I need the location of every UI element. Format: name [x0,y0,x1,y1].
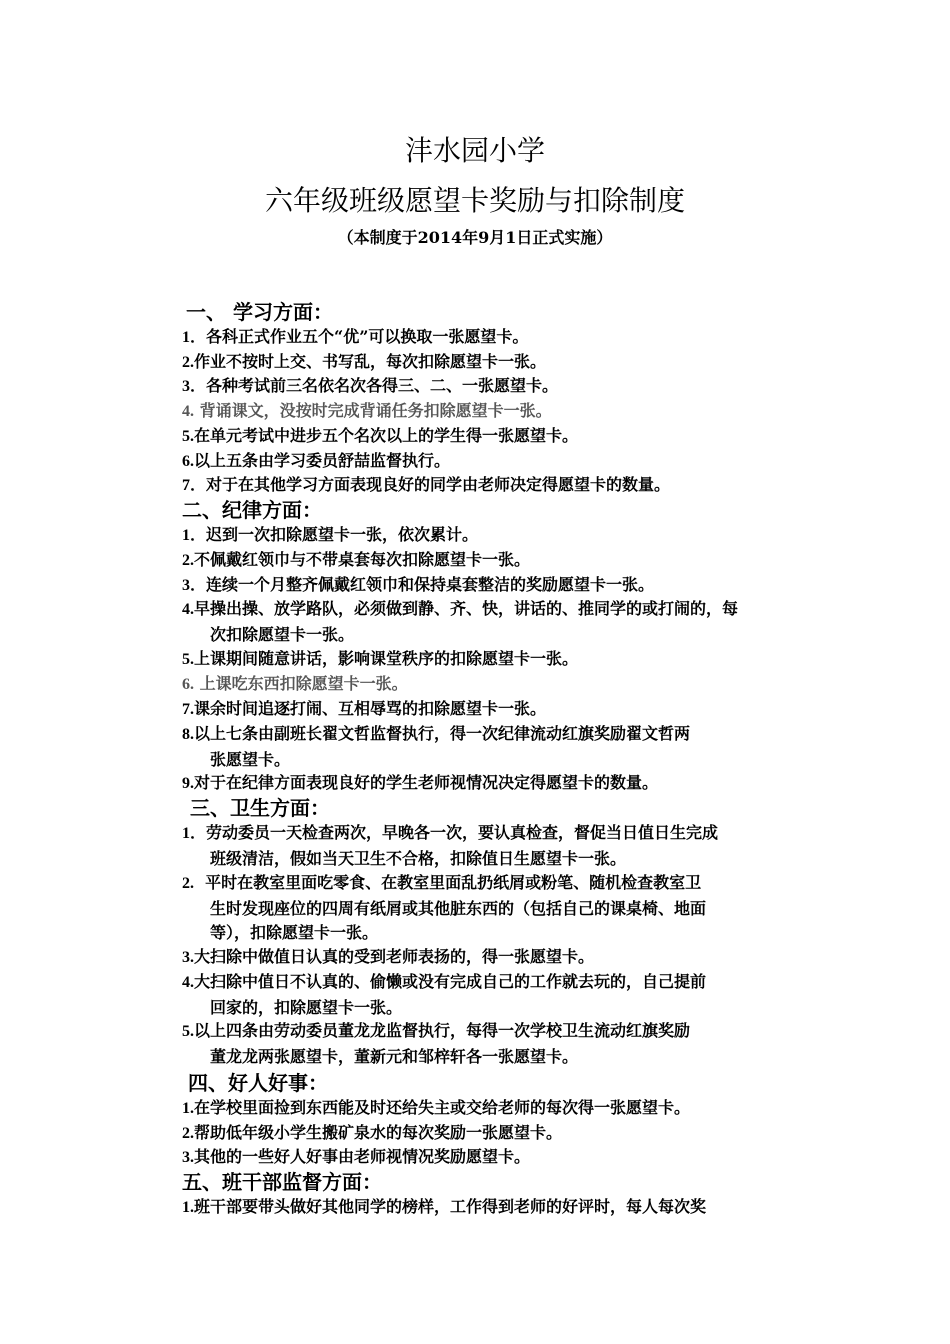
list-item: 5.上课期间随意讲话，影响课堂秩序的扣除愿望卡一张。 [182,649,579,668]
list-item: 4. 背诵课文，没按时完成背诵任务扣除愿望卡一张。 [182,401,552,420]
section-heading-cadre-supervision: 五、班干部监督方面： [182,1170,382,1194]
document-title: 六年级班级愿望卡奖励与扣除制度 [264,184,685,217]
list-item: 4.早操出操、放学路队，必须做到静、齐、快，讲话的、推同学的或打闹的，每 次扣除愿望卡一张。 [182,599,739,644]
list-item: 2.不佩戴红领巾与不带桌套每次扣除愿望卡一张。 [182,550,531,569]
list-item: 7.课余时间追逐打闹、互相辱骂的扣除愿望卡一张。 [182,699,547,718]
list-item: 9.对于在纪律方面表现良好的学生老师视情况决定得愿望卡的数量。 [182,773,659,792]
list-item: 5.以上四条由劳动委员董龙龙监督执行，每得一次学校卫生流动红旗奖励 董龙龙两张愿望卡，董新元和邹梓轩各一张愿望卡。 [182,1021,691,1066]
list-item: 5.在单元考试中进步五个名次以上的学生得一张愿望卡。 [182,426,579,445]
list-item: 1．各科正式作业五个“优”可以换取一张愿望卡。 [182,327,529,346]
list-item: 2.作业不按时上交、书写乱，每次扣除愿望卡一张。 [182,352,547,371]
section-heading-hygiene: 三、卫生方面： [190,796,330,820]
list-item: 8.以上七条由副班长翟文哲监督执行，得一次纪律流动红旗奖励翟文哲两 张愿望卡。 [182,724,691,769]
list-item: 2.帮助低年级小学生搬矿泉水的每次奖励一张愿望卡。 [182,1123,563,1142]
list-item: 6.以上五条由学习委员舒喆监督执行。 [182,451,451,470]
list-item: 3．各种考试前三名依名次各得三、二、一张愿望卡。 [182,376,559,395]
list-item: 6. 上课吃东西扣除愿望卡一张。 [182,674,408,693]
list-item: 2. 平时在教室里面吃零食、在教室里面乱扔纸屑或粉笔、随机检查教室卫 生时发现座位的四周有纸屑或其他脏东西的（包括自己的课桌椅、地面 等），扣除愿望卡一张。 [182,873,707,942]
list-item: 1．劳动委员一天检查两次，早晚各一次，要认真检查，督促当日值日生完成 班级清洁，假如当天卫生不合格，扣除值日生愿望卡一张。 [182,823,719,868]
list-item: 3.其他的一些好人好事由老师视情况奖励愿望卡。 [182,1147,531,1166]
list-item: 3．连续一个月整齐佩戴红领巾和保持桌套整洁的奖励愿望卡一张。 [182,575,655,594]
list-item: 3.大扫除中做值日认真的受到老师表扬的，得一张愿望卡。 [182,947,595,966]
list-item: 4.大扫除中值日不认真的、偷懒或没有完成自己的工作就去玩的，自己提前 回家的，扣除愿望卡一张。 [182,972,707,1017]
list-item: 1．迟到一次扣除愿望卡一张，依次累计。 [182,525,479,544]
list-item: 1.班干部要带头做好其他同学的榜样，工作得到老师的好评时，每人每次奖 [182,1197,707,1216]
list-item: 1.在学校里面捡到东西能及时还给失主或交给老师的每次得一张愿望卡。 [182,1098,691,1117]
list-item: 7．对于在其他学习方面表现良好的同学由老师决定得愿望卡的数量。 [182,475,671,494]
document-subtitle: （本制度于2014年9月1日正式实施） [337,228,613,247]
school-name: 沣水园小学 [404,134,545,167]
section-heading-study: 一、 学习方面： [186,300,333,324]
section-heading-discipline: 二、纪律方面： [182,498,322,522]
section-heading-good-deeds: 四、好人好事： [188,1071,328,1095]
